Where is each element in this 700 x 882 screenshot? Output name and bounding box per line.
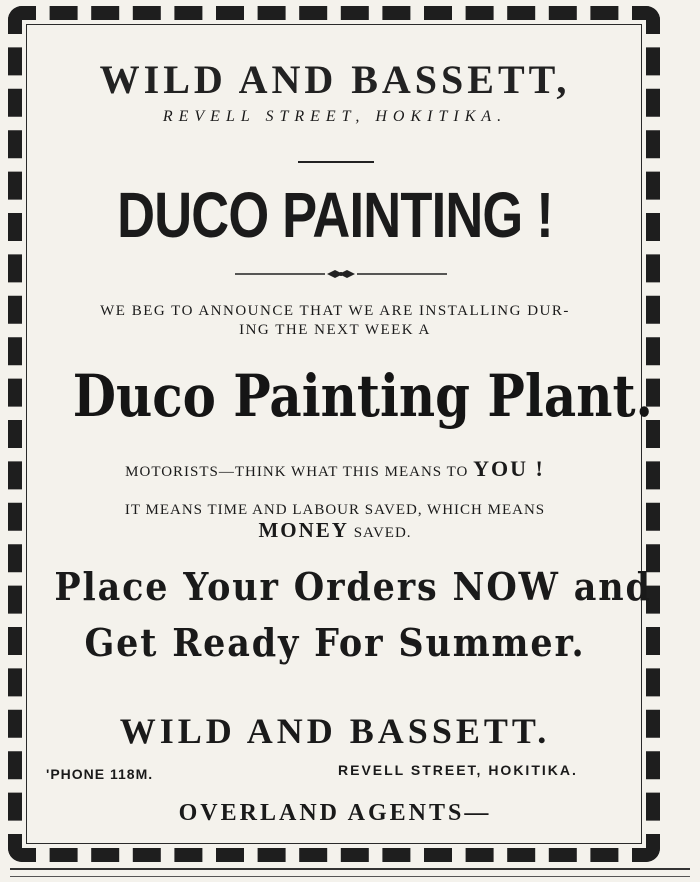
means-line-1: IT MEANS TIME AND LABOUR SAVED, WHICH MEANS bbox=[124, 502, 546, 518]
page-rule-thin bbox=[10, 876, 690, 877]
page-rule bbox=[10, 868, 690, 870]
agents-line: OVERLAND AGENTS— bbox=[178, 800, 492, 826]
advertisement bbox=[30, 28, 653, 840]
means-line-2 bbox=[30, 520, 640, 543]
headline: DUCO PAINTING ! bbox=[117, 179, 553, 251]
firm-name-footer: WILD AND BASSETT. bbox=[119, 711, 551, 751]
divider-rule bbox=[298, 161, 374, 163]
motorists-text: MOTORISTS—THINK WHAT THIS MEANS TO bbox=[125, 464, 469, 480]
announcement-line-2: ING THE NEXT WEEK A bbox=[239, 322, 431, 338]
announcement-line-1: WE BEG TO ANNOUNCE THAT WE ARE INSTALLING DUR- bbox=[100, 303, 570, 319]
money-word: MONEY bbox=[258, 518, 349, 542]
phone-number: 'PHONE 118M. bbox=[46, 766, 154, 782]
plant-title: Duco Painting Plant. bbox=[72, 362, 653, 430]
summer-line: Get Ready For Summer. bbox=[84, 620, 586, 665]
orders-line: Place Your Orders NOW and bbox=[54, 564, 652, 609]
announcement bbox=[30, 302, 640, 340]
motorists-line bbox=[30, 456, 640, 482]
ornament-divider bbox=[235, 268, 447, 280]
firm-address: REVELL STREET, HOKITIKA. bbox=[162, 108, 508, 125]
motorists-emphasis: YOU ! bbox=[473, 456, 545, 481]
firm-name: WILD AND BASSETT, bbox=[99, 57, 571, 102]
street-address-footer: REVELL STREET, HOKITIKA. bbox=[338, 762, 578, 778]
saved-word: SAVED. bbox=[353, 525, 412, 541]
means-paragraph bbox=[30, 500, 640, 543]
